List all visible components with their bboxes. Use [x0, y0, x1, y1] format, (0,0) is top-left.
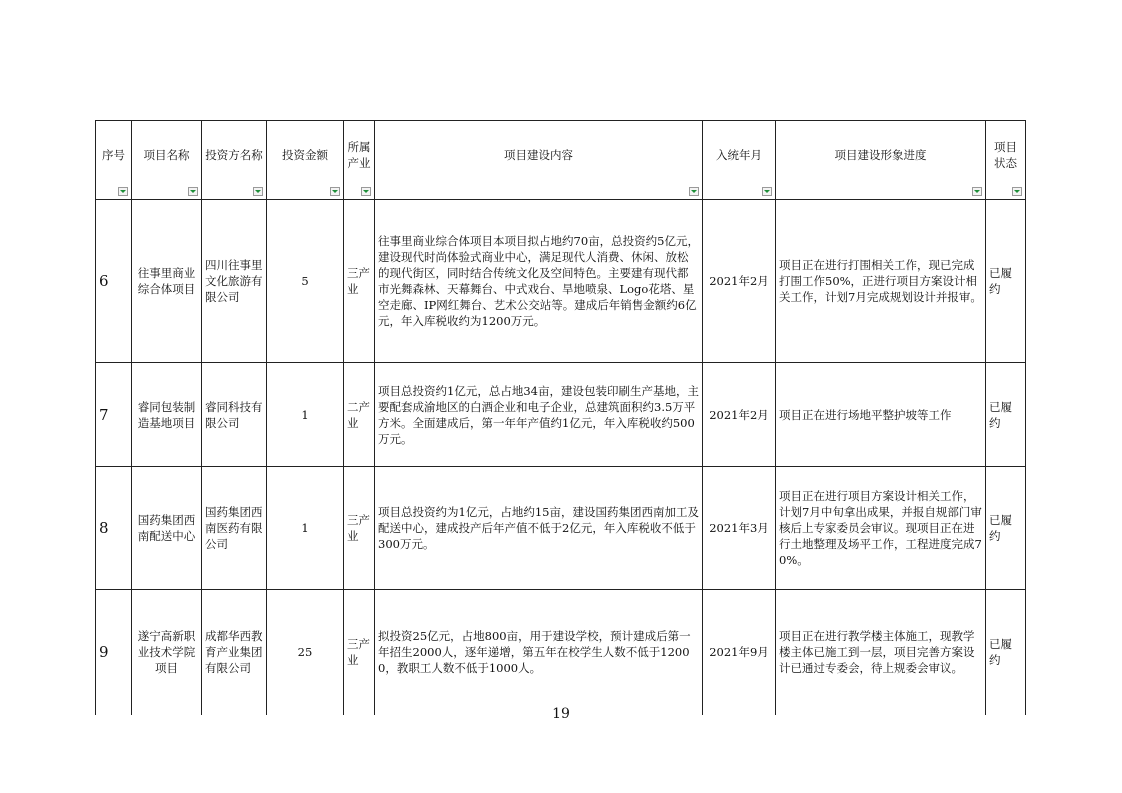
cell-industry: 三产业 [344, 467, 375, 590]
cell-investor: 四川往事里文化旅游有限公司 [202, 200, 267, 363]
cell-progress: 项目正在进行教学楼主体施工，现教学楼主体已施工到一层，项目完善方案设计已通过专委会，待上规委会审议。 [776, 590, 986, 715]
table-row [96, 590, 1026, 715]
cell-progress: 项目正在进行场地平整护坡等工作 [776, 363, 986, 467]
filter-dropdown-icon[interactable] [972, 187, 982, 196]
cell-industry: 三产业 [344, 590, 375, 715]
table-row [96, 467, 1026, 590]
cell-seq: 7 [96, 363, 132, 467]
header-amount: 投资金额 [267, 121, 344, 200]
table-row [96, 200, 1026, 363]
header-seq: 序号 [96, 121, 132, 200]
cell-date: 2021年9月 [703, 590, 776, 715]
cell-investor: 睿同科技有限公司 [202, 363, 267, 467]
filter-dropdown-icon[interactable] [762, 187, 772, 196]
header-investor: 投资方名称 [202, 121, 267, 200]
filter-dropdown-icon[interactable] [361, 187, 371, 196]
cell-industry: 三产业 [344, 200, 375, 363]
filter-dropdown-icon[interactable] [253, 187, 263, 196]
filter-dropdown-icon[interactable] [118, 187, 128, 196]
cell-status: 已履约 [986, 590, 1026, 715]
header-progress: 项目建设形象进度 [776, 121, 986, 200]
header-date: 入统年月 [703, 121, 776, 200]
cell-seq: 9 [96, 590, 132, 715]
cell-status: 已履约 [986, 200, 1026, 363]
header-row [96, 121, 1026, 200]
cell-date: 2021年2月 [703, 200, 776, 363]
cell-content: 拟投资25亿元，占地800亩，用于建设学校，预计建成后第一年招生2000人，逐年递增，第五年在校学生人数不低于12000，教职工人数不低于1000人。 [375, 590, 703, 715]
project-table [95, 120, 1026, 715]
cell-industry: 二产业 [344, 363, 375, 467]
cell-status: 已履约 [986, 467, 1026, 590]
cell-amount: 5 [267, 200, 344, 363]
cell-amount: 1 [267, 363, 344, 467]
cell-seq: 6 [96, 200, 132, 363]
cell-progress: 项目正在进行项目方案设计相关工作，计划7月中旬拿出成果，并报自规部门审核后上专家委员会审议。现项目正在进行土地整理及场平工作，工程进度完成70%。 [776, 467, 986, 590]
header-industry: 所属产业 [344, 121, 375, 200]
header-name: 项目名称 [132, 121, 202, 200]
header-content: 项目建设内容 [375, 121, 703, 200]
filter-dropdown-icon[interactable] [689, 187, 699, 196]
cell-name: 睿同包装制造基地项目 [132, 363, 202, 467]
header-status: 项目状态 [986, 121, 1026, 200]
cell-seq: 8 [96, 467, 132, 590]
cell-content: 往事里商业综合体项目本项目拟占地约70亩，总投资约5亿元，建设现代时尚体验式商业中心，满足现代人消费、休闲、放松的现代街区，同时结合传统文化及空间特色。主要建有现代都市光舞森林、天幕舞台、中式戏台、旱地喷泉、Logo花塔、星空走廊、IP网红舞台、艺术公交站等。建成后年销售金额约6亿元，年入库税收约为1200万元。 [375, 200, 703, 363]
cell-amount: 1 [267, 467, 344, 590]
page-number: 19 [552, 706, 570, 722]
cell-name: 往事里商业综合体项目 [132, 200, 202, 363]
cell-status: 已履约 [986, 363, 1026, 467]
cell-date: 2021年3月 [703, 467, 776, 590]
cell-investor: 国药集团西南医药有限公司 [202, 467, 267, 590]
cell-date: 2021年2月 [703, 363, 776, 467]
cell-investor: 成都华西教育产业集团有限公司 [202, 590, 267, 715]
cell-content: 项目总投资约为1亿元，占地约15亩，建设国药集团西南加工及配送中心，建成投产后年产值不低于2亿元，年入库税收不低于300万元。 [375, 467, 703, 590]
cell-progress: 项目正在进行打围相关工作，现已完成打围工作50%，正进行项目方案设计相关工作，计划7月完成规划设计并报审。 [776, 200, 986, 363]
table-row [96, 363, 1026, 467]
cell-amount: 25 [267, 590, 344, 715]
filter-dropdown-icon[interactable] [330, 187, 340, 196]
filter-dropdown-icon[interactable] [188, 187, 198, 196]
cell-name: 国药集团西南配送中心 [132, 467, 202, 590]
cell-content: 项目总投资约1亿元，总占地34亩，建设包装印刷生产基地，主要配套成渝地区的白酒企业和电子企业，总建筑面积约3.5万平方米。全面建成后，第一年年产值约1亿元，年入库税收约500万元。 [375, 363, 703, 467]
cell-name: 遂宁高新职业技术学院项目 [132, 590, 202, 715]
filter-dropdown-icon[interactable] [1012, 187, 1022, 196]
